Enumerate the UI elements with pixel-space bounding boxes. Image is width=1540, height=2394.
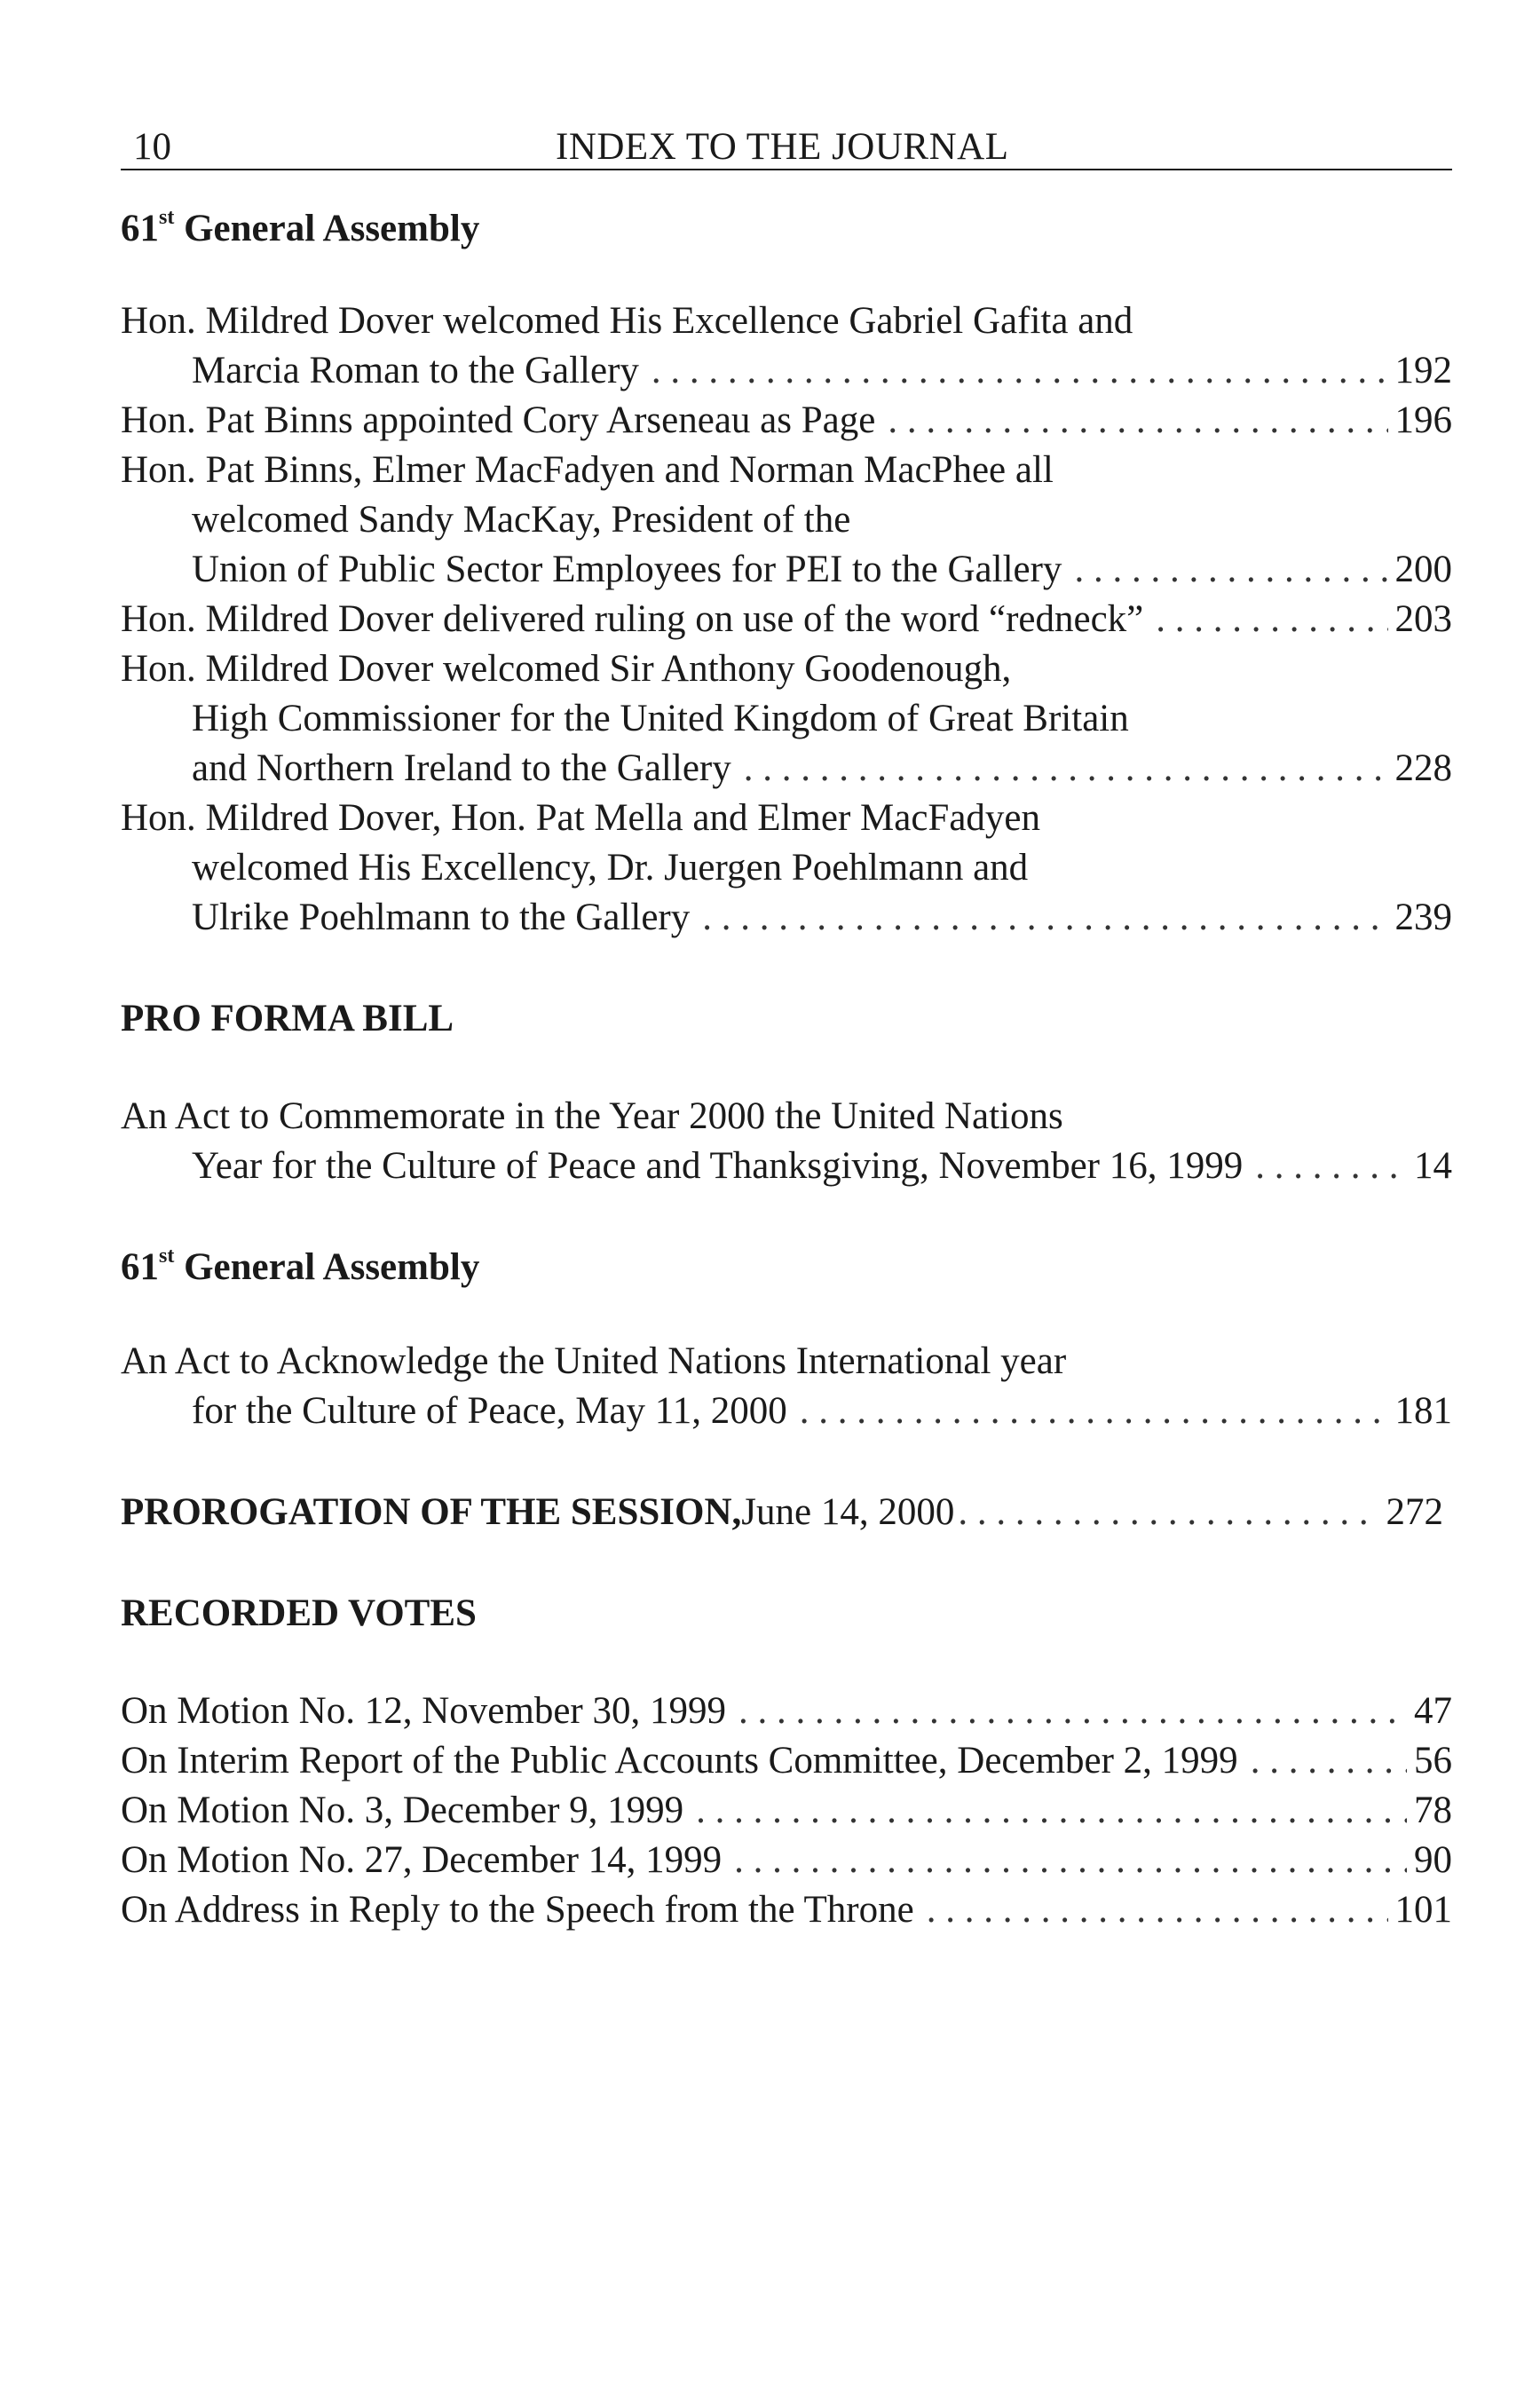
leader-dots <box>652 346 1388 396</box>
leader-dots <box>738 1687 1407 1736</box>
header-rule <box>121 169 1452 170</box>
page-ref: 47 <box>1414 1690 1452 1732</box>
leader-dots <box>888 396 1387 446</box>
page-ref: 272 <box>1386 1491 1443 1533</box>
index-entry <box>121 446 1452 595</box>
index-entry <box>121 396 1452 446</box>
page-ref: 14 <box>1414 1145 1452 1187</box>
entry-line: Union of Public Sector Employees for PEI to the Gallery . . . 200 <box>121 545 1452 595</box>
page-number: 10 <box>133 126 171 168</box>
section-heading-61st-assembly: 61st General Assembly <box>121 1244 480 1288</box>
page-ref: 90 <box>1414 1839 1452 1881</box>
page-ref: 192 <box>1394 350 1452 391</box>
prorogation-date: June 14, 2000 <box>741 1491 955 1533</box>
entry-line: On Interim Report of the Public Accounts Committee, December 2, 1999 . . . 56 <box>121 1736 1452 1786</box>
index-entry <box>121 1885 1452 1935</box>
entry-line: welcomed Sandy MacKay, President of the <box>192 499 851 541</box>
page-ref: 228 <box>1394 747 1452 789</box>
index-entry <box>121 794 1452 943</box>
leader-dots <box>958 1488 1378 1537</box>
index-entry <box>121 1786 1452 1836</box>
page-ref: 203 <box>1394 598 1452 640</box>
entry-line: On Address in Reply to the Speech from the Throne . . . 101 <box>121 1885 1452 1935</box>
section-heading-61st-assembly: 61st General Assembly <box>121 205 480 249</box>
entry-line: Hon. Mildred Dover welcomed Sir Anthony Goodenough, <box>121 648 1012 690</box>
entry-line: An Act to Commemorate in the Year 2000 the United Nations <box>121 1095 1063 1137</box>
page-ref: 101 <box>1394 1889 1452 1931</box>
section-heading-recorded-votes: RECORDED VOTES <box>121 1592 477 1634</box>
page-ref: 78 <box>1414 1790 1452 1831</box>
index-entry <box>121 1337 1452 1436</box>
page-ref: 56 <box>1414 1740 1452 1782</box>
entry-line: welcomed His Excellency, Dr. Juergen Poehlmann and <box>192 847 1029 889</box>
leader-dots <box>1251 1736 1407 1786</box>
running-head <box>121 117 1452 170</box>
leader-dots <box>744 744 1388 794</box>
entry-line: Marcia Roman to the Gallery . . . 192 <box>121 346 1452 396</box>
entry-line: Hon. Mildred Dover, Hon. Pat Mella and Elmer MacFadyen <box>121 797 1041 839</box>
page-ref: 239 <box>1394 897 1452 938</box>
entry-line: An Act to Acknowledge the United Nations International year <box>121 1340 1067 1382</box>
leader-dots <box>927 1885 1388 1935</box>
entry-line: Ulrike Poehlmann to the Gallery . . . 239 <box>121 893 1452 943</box>
entry-line: On Motion No. 27, December 14, 1999 . . . 90 <box>121 1836 1452 1885</box>
entry-line: Year for the Culture of Peace and Thanksgiving, November 16, 1999 . . . 14 <box>121 1142 1452 1191</box>
entry-line: On Motion No. 12, November 30, 1999 . . . 47 <box>121 1687 1452 1736</box>
prorogation-entry <box>121 1488 1443 1537</box>
index-entry <box>121 1092 1452 1191</box>
leader-dots <box>800 1387 1388 1436</box>
index-entry <box>121 1736 1452 1786</box>
entry-line: Hon. Pat Binns appointed Cory Arseneau as Page . . . 196 <box>121 396 1452 446</box>
entry-line: Hon. Pat Binns, Elmer MacFadyen and Norman MacPhee all <box>121 449 1054 491</box>
leader-dots <box>1156 595 1387 644</box>
entry-line: Hon. Mildred Dover welcomed His Excellence Gabriel Gafita and <box>121 300 1133 342</box>
index-entry <box>121 296 1452 396</box>
entry-line: for the Culture of Peace, May 11, 2000 . . . 181 <box>121 1387 1452 1436</box>
running-title: INDEX TO THE JOURNAL <box>556 126 1009 168</box>
page-ref: 196 <box>1394 399 1452 441</box>
leader-dots <box>1074 545 1387 595</box>
section-heading-pro-forma-bill: PRO FORMA BILL <box>121 998 454 1039</box>
leader-dots <box>734 1836 1407 1885</box>
entry-line: High Commissioner for the United Kingdom of Great Britain <box>192 698 1129 739</box>
page-ref: 181 <box>1394 1390 1452 1432</box>
leader-dots <box>1255 1142 1407 1191</box>
leader-dots <box>702 893 1387 943</box>
index-page <box>121 117 1452 1935</box>
page-ref: 200 <box>1394 549 1452 590</box>
index-entry <box>121 595 1452 644</box>
entry-line: Hon. Mildred Dover delivered ruling on use of the word “redneck” . . . 203 <box>121 595 1452 644</box>
entry-line: and Northern Ireland to the Gallery . . . 228 <box>121 744 1452 794</box>
index-entry <box>121 1687 1452 1736</box>
index-entry <box>121 644 1452 794</box>
leader-dots <box>696 1786 1407 1836</box>
entry-line: On Motion No. 3, December 9, 1999 . . . 78 <box>121 1786 1452 1836</box>
index-entry <box>121 1836 1452 1885</box>
prorogation-heading: PROROGATION OF THE SESSION, <box>121 1491 742 1533</box>
